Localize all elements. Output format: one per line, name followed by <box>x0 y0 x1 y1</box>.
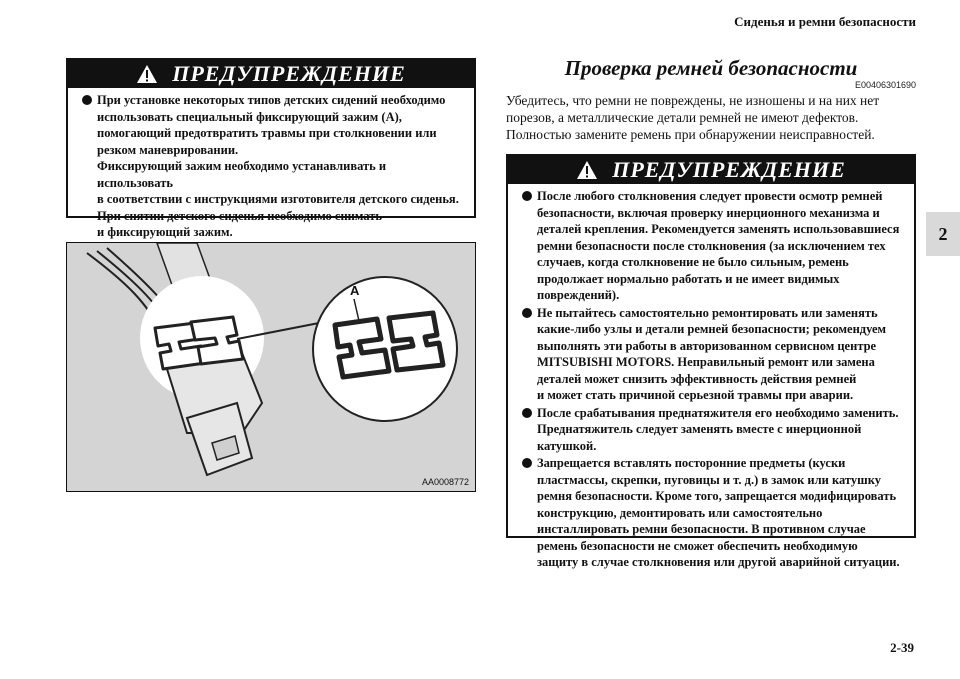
warning-body <box>68 88 474 250</box>
text-line: помогающий предотвратить травмы при столкновении или <box>97 126 437 140</box>
running-header: Сиденья и ремни безопасности <box>734 14 916 29</box>
warning-box-child-seat <box>66 58 476 239</box>
text-line: Запрещается вставлять посторонние предметы (куски <box>537 456 846 470</box>
text-line: резком маневрировании. <box>97 142 239 157</box>
warning-triangle-icon <box>136 64 158 84</box>
text-line: в соответствии с инструкциями изготовителя детского сиденья. <box>97 192 459 206</box>
text-line: При установке некоторых типов детских сидений необходимо <box>97 93 446 107</box>
text-line: пластмассы, скрепки, пуговицы и т. д.) в замок или катушку <box>537 472 881 487</box>
text-line: катушкой. <box>537 438 597 453</box>
text-line: случаев, когда столкновение не было сильным, ремень <box>537 255 849 269</box>
text-line: ремень безопасности не сможет обеспечить необходимую <box>537 538 858 553</box>
text-line: защиту в случае столкновения или другой аварийной ситуации. <box>537 555 900 569</box>
seat-belt-clip-drawing <box>67 243 475 491</box>
warning-header <box>68 60 474 88</box>
bullet-icon <box>522 408 532 418</box>
section-code: E00406301690 <box>854 80 916 90</box>
text-line: ремни безопасности после столкновения (за исключением тех <box>537 238 886 253</box>
warning-box-belt-inspection <box>506 154 916 569</box>
chapter-tab: 2 <box>926 212 960 256</box>
warning-title: ПРЕДУПРЕЖДЕНИЕ <box>172 61 406 86</box>
callout-label: A <box>350 283 360 298</box>
warning-item <box>522 305 904 404</box>
text-line: повреждений). <box>537 288 620 302</box>
text-line: После любого столкновения следует провести осмотр ремней <box>537 189 883 203</box>
text-line: Не пытайтесь самостоятельно ремонтировать или заменять <box>537 305 878 320</box>
intro-line: Полностью замените ремень при обнаружении неисправностей. <box>506 127 875 142</box>
text-line: ремня безопасности. Кроме того, запрещается модифицировать <box>537 489 897 503</box>
text-line: При снятии детского сиденья необходимо снимать <box>97 208 382 223</box>
warning-item <box>82 92 464 241</box>
section-title: Проверка ремней безопасности <box>564 56 858 80</box>
bullet-icon <box>522 308 532 318</box>
text-line: выполнять эти работы в авторизованном сервисном центре <box>537 338 877 353</box>
figure-code: AA0008772 <box>421 477 469 487</box>
text-line: конструкцию, демонтировать или самостоятельно <box>537 505 823 520</box>
text-line: использовать специальный фиксирующий зажим (A), <box>97 109 402 124</box>
warning-item-text <box>537 405 904 455</box>
text-line: После срабатывания преднатяжителя его необходимо заменить. <box>537 405 899 420</box>
text-line: Преднатяжитель следует заменять вместе с инерционной <box>537 422 862 436</box>
text-line: инсталлировать ремни безопасности. В противном случае <box>537 522 866 536</box>
warning-header <box>508 156 914 184</box>
text-line: и может стать причиной серьезной травмы при аварии. <box>537 388 854 402</box>
page-number: 2-39 <box>890 640 914 655</box>
text-line: деталей крепления. Рекомендуется заменять использовавшиеся <box>537 222 900 236</box>
bullet-icon <box>522 458 532 468</box>
warning-triangle-icon <box>576 160 598 180</box>
intro-line: порезов, а металлические детали ремней не имеют дефектов. <box>506 110 859 125</box>
text-line: какие-либо узлы и детали ремней безопасности; рекомендуем <box>537 322 887 336</box>
warning-body <box>508 184 914 580</box>
bullet-icon <box>82 95 92 105</box>
text-line: безопасности, включая проверку инерционного механизма и <box>537 205 880 220</box>
warning-item <box>522 188 904 304</box>
warning-item-text <box>97 92 464 241</box>
intro-line: Убедитесь, что ремни не повреждены, не изношены и на них нет <box>506 93 880 108</box>
section-intro <box>506 92 918 143</box>
text-line: Фиксирующий зажим необходимо устанавливать и использовать <box>97 159 387 190</box>
bullet-icon <box>522 191 532 201</box>
text-line: и фиксирующий зажим. <box>97 225 233 239</box>
text-line: продолжает нормально работать и не имеет видимых <box>537 271 840 286</box>
text-line: MITSUBISHI MOTORS. Неправильный ремонт или замена <box>537 355 875 369</box>
warning-item-text <box>537 455 904 571</box>
warning-item <box>522 455 904 571</box>
warning-item <box>522 405 904 455</box>
warning-title: ПРЕДУПРЕЖДЕНИЕ <box>612 157 846 182</box>
warning-item-text <box>537 305 904 404</box>
locking-clip-illustration <box>66 242 476 492</box>
warning-item-text <box>537 188 904 304</box>
text-line: деталей может снизить эффективность действия ремней <box>537 371 857 386</box>
